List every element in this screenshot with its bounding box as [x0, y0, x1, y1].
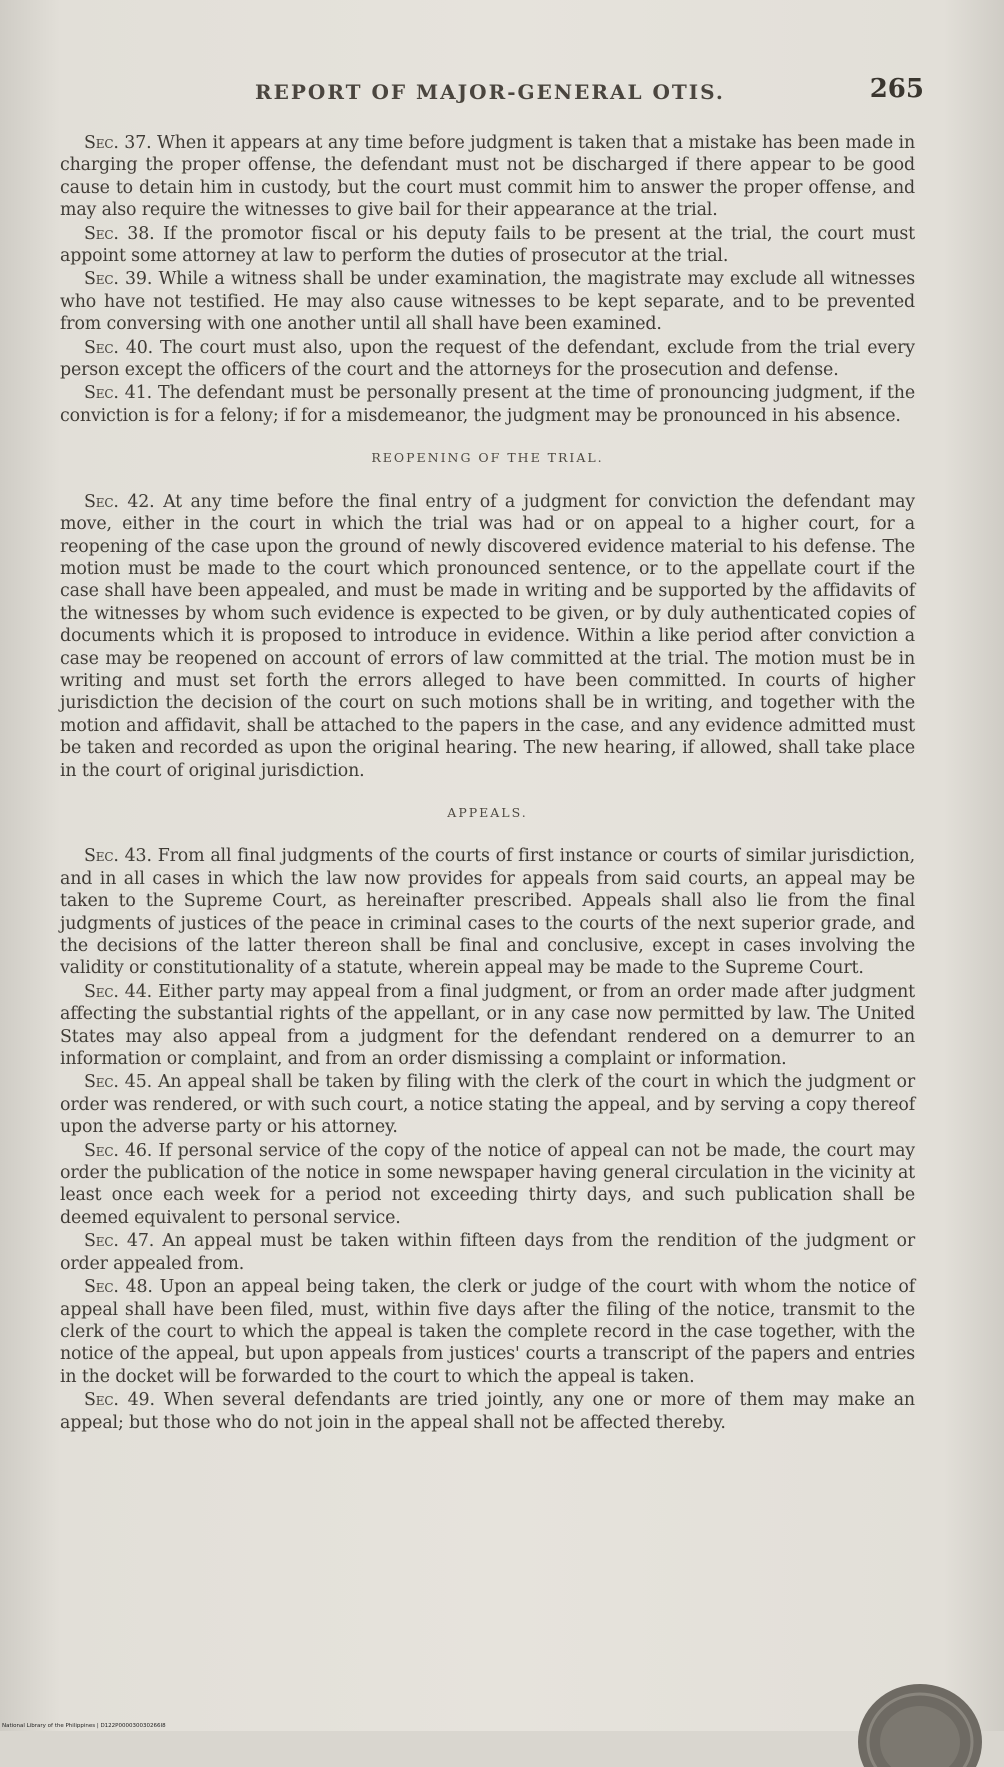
section-label: Sec. 49. — [84, 1390, 155, 1411]
library-seal-icon — [850, 1647, 990, 1767]
section-label: Sec. 44. — [84, 981, 153, 1002]
section-label: Sec. 46. — [84, 1140, 153, 1161]
section-paragraph — [60, 981, 915, 1071]
section-text: While a witness shall be under examination, the magistrate may exclude all witnesses who have not testified. He may also cause witnesses to be kept separate, and to be prevented from conversing with one another until all shall have been examined. — [60, 269, 915, 335]
section-text: If the promotor fiscal or his deputy fails to be present at the trial, the court must appoint some attorney at law to perform the duties of prosecutor at the trial. — [60, 223, 915, 267]
section-text: When several defendants are tried jointly, any one or more of them may make an appeal; but those who do not join in the appeal shall not be affected thereby. — [60, 1390, 915, 1433]
heading-reopening: REOPENING OF THE TRIAL. — [371, 450, 604, 466]
section-label: Sec. 43. — [84, 846, 152, 867]
section-label: Sec. 42. — [84, 491, 155, 512]
sections-appeals — [60, 845, 915, 1434]
sections-reopening — [60, 491, 915, 782]
section-paragraph — [60, 1071, 915, 1138]
section-paragraph — [60, 268, 915, 335]
body-text — [60, 132, 915, 1435]
section-paragraph — [60, 382, 915, 427]
section-label: Sec. 45. — [84, 1072, 152, 1093]
section-paragraph — [60, 132, 915, 222]
page-header — [60, 72, 944, 112]
section-label: Sec. 41. — [84, 383, 152, 404]
section-paragraph — [60, 491, 915, 782]
section-text: At any time before the final entry of a judgment for conviction the defendant may move, either in the court in which the trial was had or on appeal to a higher court, for a reopening of the case upon the ground of newly discovered evidence material to his defense. The motion must be made to the court which pronounced sentence, or to the appellate court if the case shall have been appealed, and must be made in writing and be supported by the affidavits of the witnesses by whom such evidence is expected to be given, or by duly authenticated copies of documents which it is proposed to introduce in evidence. Within a like period after conviction a case may be reopened on account of errors of law committed at the trial. The motion must be in writing and must set forth the errors alleged to have been committed. In courts of higher jurisdiction the decision of the court on such motions shall be in writing, and together with the motion and affidavit, shall be attached to the papers in the case, and any evidence admitted must be taken and recorded as upon the original hearing. The new hearing, if allowed, shall take place in the court of original jurisdiction. — [60, 491, 915, 781]
footer-credit: National Library of the Philippines | D122P000030030266I8 — [2, 1723, 166, 1729]
page-number: 265 — [869, 74, 924, 104]
section-text: If personal service of the copy of the notice of appeal can not be made, the court may order the publication of the notice in some newspaper having general circulation in the vicinity at least once each week for a period not exceeding thirty days, and such publication shall be deemed equivalent to personal service. — [60, 1140, 915, 1228]
section-text: From all final judgments of the courts of first instance or courts of similar jurisdiction, and in all cases in which the law now provides for appeals from said courts, an appeal may be taken to the Supreme Court, as hereinafter prescribed. Appeals shall also lie from the final judgments of justices of the peace in criminal cases to the courts of the next superior grade, and the decisions of the latter thereon shall be final and conclusive, except in cases involving the validity or constitutionality of a statute, wherein appeal may be made to the Supreme Court. — [60, 846, 915, 979]
section-label: Sec. 38. — [84, 223, 155, 244]
running-title: REPORT OF MAJOR-GENERAL OTIS. — [255, 80, 725, 104]
heading-appeals: APPEALS. — [447, 804, 528, 820]
section-label: Sec. 39. — [84, 269, 153, 290]
section-paragraph — [60, 1140, 915, 1230]
section-text: Upon an appeal being taken, the clerk or judge of the court with whom the notice of appeal shall have been filed, must, within five days after the filing of the notice, transmit to the clerk of the court to which the appeal is taken the complete record in the case together, with the notice of the appeal, but upon appeals from justices' courts a transcript of the papers and entries in the docket will be forwarded to the court to which the appeal is taken. — [60, 1277, 915, 1387]
sections-top — [60, 132, 915, 427]
section-paragraph — [60, 337, 915, 382]
section-paragraph — [60, 845, 915, 979]
section-label: Sec. 47. — [84, 1231, 155, 1252]
section-text: The defendant must be personally present at the time of pronouncing judgment, if the conviction is for a felony; if for a misdemeanor, the judgment may be pronounced in his absence. — [60, 383, 915, 426]
section-paragraph — [60, 1389, 915, 1434]
section-label: Sec. 48. — [84, 1277, 153, 1298]
section-paragraph — [60, 223, 915, 268]
section-text: The court must also, upon the request of the defendant, exclude from the trial every person except the officers of the court and the attorneys for the prosecution and defense. — [60, 337, 915, 381]
section-label: Sec. 37. — [84, 133, 152, 153]
section-text: When it appears at any time before judgment is taken that a mistake has been made in charging the proper offense, the defendant must not be discharged if there appear to be good cause to detain him in custody, but the court must commit him to answer the proper offense, and may also require the witnesses to give bail for their appearance at the trial. — [60, 133, 916, 221]
section-paragraph — [60, 1276, 915, 1388]
section-text: An appeal must be taken within fifteen days from the rendition of the judgment or order appealed from. — [60, 1231, 915, 1274]
section-text: Either party may appeal from a final judgment, or from an order made after judgment affecting the substantial rights of the appellant, or in any case now permitted by law. The United States may also appeal from a judgment for the defendant rendered on a demurrer to an information or complaint, and from an order dismissing a complaint or information. — [60, 981, 915, 1070]
section-paragraph — [60, 1230, 915, 1275]
section-text: An appeal shall be taken by filing with the clerk of the court in which the judgment or order was rendered, or with such court, a notice stating the appeal, and by serving a copy thereof upon the adverse party or his attorney. — [60, 1072, 915, 1138]
section-label: Sec. 40. — [84, 337, 153, 358]
